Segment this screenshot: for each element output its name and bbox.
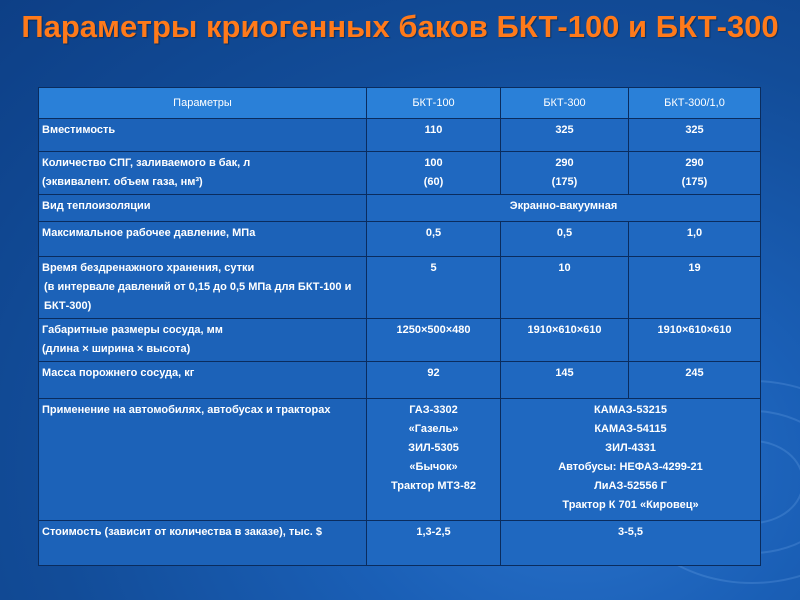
cell-value: 19: [629, 257, 761, 319]
vehicle-item: «Бычок»: [409, 461, 458, 473]
header-parameters: Параметры: [39, 88, 367, 119]
row-label-line: (длина × ширина × высота): [42, 343, 191, 355]
table-row-insulation: [39, 195, 761, 222]
vehicle-item: Трактор МТЗ-82: [390, 480, 477, 492]
vehicle-item: Автобусы: НЕФАЗ-4299-21: [558, 461, 703, 473]
cell-value: [501, 152, 629, 195]
vehicle-item: ЗИЛ-4331: [605, 442, 656, 454]
table-row-mass: [39, 362, 761, 399]
table-row-dimensions: [39, 319, 761, 362]
cell-value: 92: [367, 362, 501, 399]
cell-value: 5: [367, 257, 501, 319]
vehicle-item: Трактор К 701 «Кировец»: [562, 499, 699, 511]
cell-value: 1,3-2,5: [367, 521, 501, 566]
vehicle-item: КАМАЗ-54115: [594, 423, 667, 435]
cell-value: 1910×610×610: [629, 319, 761, 362]
table-row-storage-time: [39, 257, 761, 319]
vehicle-item: «Газель»: [408, 423, 459, 435]
row-label-line: Габаритные размеры сосуда, мм: [42, 324, 223, 336]
vehicle-item: ГАЗ-3302: [409, 404, 458, 416]
cell-value-main: 290: [555, 157, 574, 169]
cell-value-sub: (175): [681, 176, 708, 188]
row-label-line: Время бездренажного хранения, сутки: [42, 262, 255, 274]
header-bkt300: БКТ-300: [501, 88, 629, 119]
row-label: Вместимость: [39, 119, 367, 152]
slide-title: Параметры криогенных баков БКТ-100 и БКТ-300: [21, 9, 779, 44]
row-label: [39, 319, 367, 362]
row-label-line: (в интервале давлений от 0,15 до 0,5 МПа для БКТ-100 и БКТ-300): [44, 281, 352, 312]
cell-value: Экранно-вакуумная: [367, 195, 761, 222]
cell-value: 0,5: [501, 222, 629, 257]
row-label-line: Количество СПГ, заливаемого в бак, л: [42, 157, 251, 169]
row-label: Применение на автомобилях, автобусах и тракторах: [39, 399, 367, 521]
cell-value: 1,0: [629, 222, 761, 257]
cell-value: 325: [501, 119, 629, 152]
vehicle-item: ЛиАЗ-52556 Г: [594, 480, 667, 492]
cell-value: 1250×500×480: [367, 319, 501, 362]
header-bkt300-1: БКТ-300/1,0: [629, 88, 761, 119]
vehicle-item: КАМАЗ-53215: [594, 404, 667, 416]
cell-value-sub: (60): [423, 176, 444, 188]
cell-value: 1910×610×610: [501, 319, 629, 362]
parameters-table: [38, 87, 761, 566]
cell-value-main: 290: [685, 157, 704, 169]
cell-value-main: 100: [424, 157, 443, 169]
cell-value: 245: [629, 362, 761, 399]
cell-value: 145: [501, 362, 629, 399]
table-row-max-pressure: [39, 222, 761, 257]
cell-value: [367, 152, 501, 195]
cell-value: [629, 152, 761, 195]
vehicle-item: ЗИЛ-5305: [408, 442, 459, 454]
row-label-line: (эквивалент. объем газа, нм³): [42, 176, 203, 188]
cell-value: 10: [501, 257, 629, 319]
table-row-lng-amount: [39, 152, 761, 195]
header-bkt100: БКТ-100: [367, 88, 501, 119]
cell-value-sub: (175): [551, 176, 578, 188]
row-label: [39, 152, 367, 195]
cell-value: 3-5,5: [501, 521, 761, 566]
row-label: Стоимость (зависит от количества в заказе), тыс. $: [39, 521, 367, 566]
row-label: Вид теплоизоляции: [39, 195, 367, 222]
cell-vehicle-list: [367, 399, 501, 521]
row-label: Масса порожнего сосуда, кг: [39, 362, 367, 399]
cell-vehicle-list: [501, 399, 761, 521]
cell-value: 110: [367, 119, 501, 152]
row-label: Максимальное рабочее давление, МПа: [39, 222, 367, 257]
table-row-usage: [39, 399, 761, 521]
row-label: [39, 257, 367, 319]
table-row-volume: [39, 119, 761, 152]
cell-value: 325: [629, 119, 761, 152]
table-row-cost: [39, 521, 761, 566]
table-header-row: [39, 88, 761, 119]
cell-value: 0,5: [367, 222, 501, 257]
